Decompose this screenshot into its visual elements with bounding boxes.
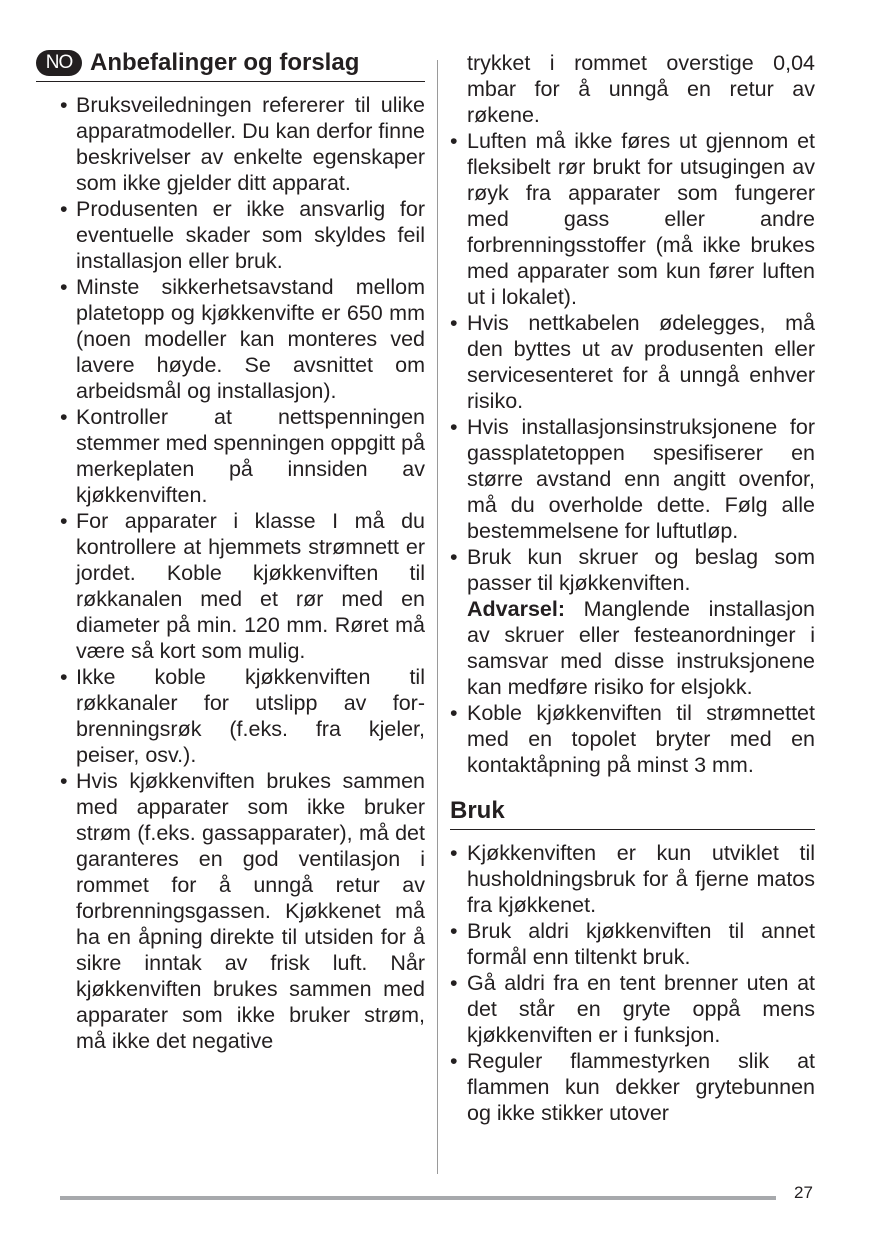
section-heading-recommendations (36, 48, 425, 82)
list-item: • Koble kjøkkenviften til strømnettet med en topolet bryter med en kontaktåpning på minst 3 mm. (450, 700, 815, 778)
column-divider (437, 60, 438, 1174)
list-item: • Bruksveiledningen refererer til ulike apparatmodeller. Du kan derfor finne beskrivelser av enkelte egenskaper som ikke gjelder ditt apparat. (36, 92, 425, 196)
screw-text: Bruk kun skruer og beslag som passer til kjøkkenviften. (467, 545, 815, 595)
list-item: • Hvis kjøkkenviften brukes sammen med apparater som ikke bruker strøm (f.eks. gassapparater), må det garanteres en god ventilasjon i rommet for å unngå retur av forbrenningsgassen. Kjøkkenet må ha en åpning direkte til utsiden for å sikre inntak av frisk luft. Når kjøkkenviften brukes sammen med apparater som ikke bruker strøm, må ikke det negative (36, 768, 425, 1054)
footer-rule (60, 1196, 776, 1200)
language-badge: NO (36, 50, 82, 76)
list-item: • Gå aldri fra en tent brenner uten at det står en gryte oppå mens kjøkkenviften er i funksjon. (450, 970, 815, 1048)
recommendation-list-continued (450, 128, 815, 778)
warning-text: Manglende installasjon av skruer eller festeanordninger i samsvar med disse instruksjonene kan medføre risiko for elsjokk. (467, 597, 815, 699)
list-item: • Kjøkkenviften er kun utviklet til husholdningsbruk for å fjerne matos fra kjøkkenet. (450, 840, 815, 918)
right-column (450, 50, 815, 1126)
list-item: • Kontroller at nettspenningen stemmer med spenningen oppgitt på merkeplaten på innsiden av kjøkkenviften. (36, 404, 425, 508)
list-item: • Minste sikkerhetsavstand mellom platetopp og kjøkkenvifte er 650 mm (noen modeller kan monteres ved lavere høyde. Se avsnittet om arbeidsmål og installasjon). (36, 274, 425, 404)
page-number: 27 (794, 1183, 813, 1202)
recommendation-list (36, 92, 425, 1054)
continued-paragraph: trykket i rommet overstige 0,04 mbar for å unngå en retur av røkene. (467, 51, 815, 127)
warning-label: Advarsel: (467, 597, 565, 621)
left-column (36, 48, 425, 1054)
list-item: • Luften må ikke føres ut gjennom et fleksibelt rør brukt for utsugingen av røyk fra apparater som fungerer med gass eller andre forbrenningsstoffer (må ikke brukes med apparater som kun fører luften ut i lokalet). (450, 128, 815, 310)
list-item: • For apparater i klasse I må du kontrollere at hjemmets strømnett er jordet. Koble kjøkkenviften til røkkanalen med et rør med en diameter på min. 120 mm. Røret må være så kort som mulig. (36, 508, 425, 664)
use-list (450, 840, 815, 1126)
section-heading-use (450, 796, 815, 830)
list-item: • Hvis nettkabelen ødelegges, må den byttes ut av produsenten eller servicesenteret for å unngå enhver risiko. (450, 310, 815, 414)
list-item-screws (450, 544, 815, 700)
list-item: • Produsenten er ikke ansvarlig for eventuelle skader som skyldes feil installasjon eller bruk. (36, 196, 425, 274)
list-item: • Reguler flammestyrken slik at flammen kun dekker grytebunnen og ikke stikker utover (450, 1048, 815, 1126)
section-title: Anbefalinger og forslag (90, 49, 360, 76)
section-title: Bruk (450, 797, 505, 824)
list-item: • Ikke koble kjøkkenviften til røkkanaler for utslipp av forbrenningsrøk (f.eks. fra kjeler, peiser, osv.). (36, 664, 425, 768)
list-item: • Hvis installasjonsinstruksjonene for gassplatetoppen spesifiserer en større avstand enn angitt ovenfor, må du overholde dette. Følg alle bestemmelsene for luftutløp. (450, 414, 815, 544)
list-item: • Bruk aldri kjøkkenviften til annet formål enn tiltenkt bruk. (450, 918, 815, 970)
